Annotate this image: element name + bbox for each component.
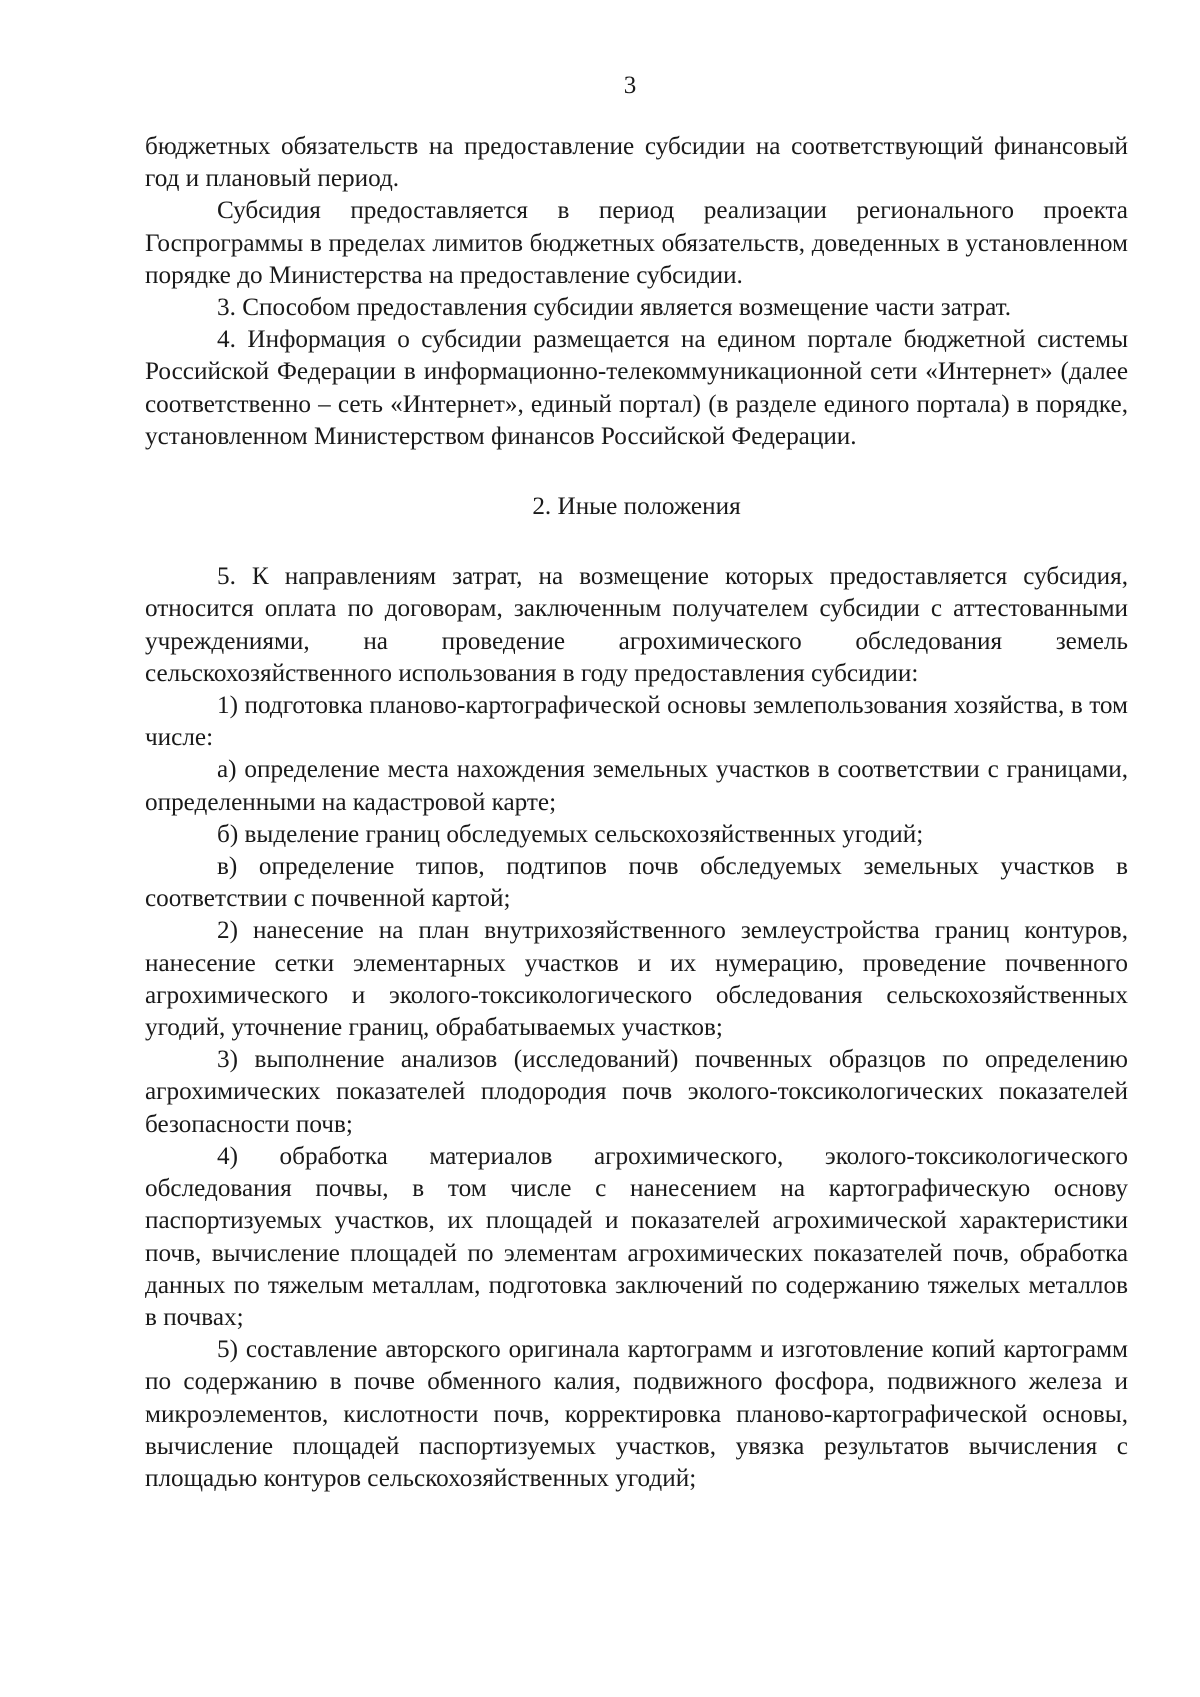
list-item-5: 5) составление авторского оригинала картограмм и изготовление копий картограмм по содержанию в почве обменного калия, подвижного фосфора, подвижного железа и микроэлементов, кислотности почв, корректировка планово-картографической основы, вычисление площадей паспортизуемых участков, увязка результатов вычисления с площадью контуров сельскохозяйственных угодий; [145,1336,1128,1492]
list-item-1: 1) подготовка планово-картографической основы землепользования хозяйства, в том числе: [145,692,1128,752]
paragraph-item-4: 4. Информация о субсидии размещается на едином портале бюджетной системы Российской Федерации в информационно-телекоммуникационной сети «Интернет» (далее соответственно – сеть «Интернет», единый портал) (в разделе единого портала) в порядке, установленном Министерством финансов Российской Федерации. [145,326,1128,450]
paragraph-item-5: 5. К направлениям затрат, на возмещение которых предоставляется субсидия, относится оплата по договорам, заключенным получателем субсидии с аттестованными учреждениями, на проведение агрохимического обследования земель сельскохозяйственного использования в году предоставления субсидии: [145,563,1128,687]
list-item-1c: в) определение типов, подтипов почв обследуемых земельных участков в соответствии с почвенной картой; [145,853,1128,913]
list-item-3: 3) выполнение анализов (исследований) почвенных образцов по определению агрохимических показателей плодородия почв эколого-токсикологических показателей безопасности почв; [145,1046,1128,1138]
list-item-4: 4) обработка материалов агрохимического, эколого-токсикологического обследования почвы, в том числе с нанесением на картографическую основу паспортизуемых участков, их площадей и показателей агрохимической характеристики почв, вычисление площадей по элементам агрохимических показателей почв, обработка данных по тяжелым металлам, подготовка заключений по содержанию тяжелых металлов в почвах; [145,1142,1128,1331]
list-item-2: 2) нанесение на план внутрихозяйственного землеустройства границ контуров, нанесение сетки элементарных участков и их нумерацию, проведение почвенного агрохимического и эколого-токсикологического обследования сельскохозяйственных угодий, уточнение границ, обрабатываемых участков; [145,917,1128,1042]
list-item-1a: а) определение места нахождения земельных участков в соответствии с границами, определенными на кадастровой карте; [145,756,1128,816]
section-heading: 2. Иные положения [532,493,741,521]
paragraph-item-3: 3. Способом предоставления субсидии является возмещение части затрат. [217,294,1012,322]
page-number: 3 [623,72,637,99]
document-body [145,131,1128,1495]
paragraph-continuation: бюджетных обязательств на предоставление субсидии на соответствующий финансовый год и плановый период. [145,133,1128,193]
list-item-1b: б) выделение границ обследуемых сельскохозяйственных угодий; [217,820,924,848]
paragraph-subsidy-period: Субсидия предоставляется в период реализации регионального проекта Госпрограммы в пределах лимитов бюджетных обязательств, доведенных в установленном порядке до Министерства на предоставление субсидии. [145,197,1128,289]
